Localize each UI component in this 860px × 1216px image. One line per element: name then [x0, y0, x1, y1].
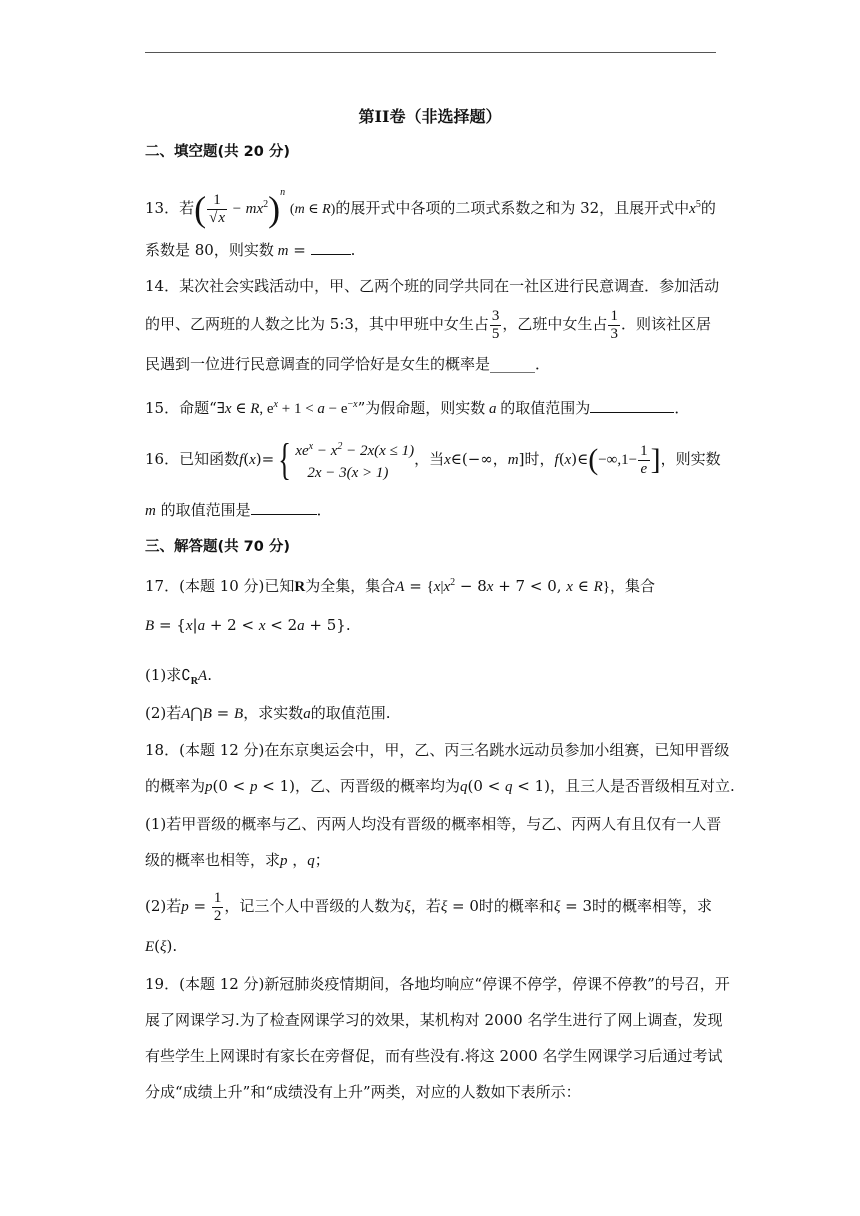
q17-line1: 17．(本题 10 分)已知R为全集，集合$A = \{x|x^2 - 8x + 7 < 0$, x ∈ R}，集合	[145, 577, 655, 595]
q19-line4: 分成“成绩上升”和“成绩没有上升”两类，对应的人数如下表所示：	[145, 1083, 581, 1101]
q18-line1: 18．(本题 12 分)在东京奥运会中，甲，乙、丙三名跳水远动员参加小组赛，已知甲晋级	[145, 741, 730, 759]
q14-frac-three-fifths: $\frac{3}{5}$	[491, 307, 500, 342]
q18-sub1-line2: 级的概率也相等，求p ，q；	[145, 851, 330, 869]
q13-line2-text: 系数是 80，则实数	[145, 241, 274, 259]
q15-line: 15．命题“∃x ∈ R, $e^x + 1 < a - e^{-x}$”为假命题，则实数 a 的取值范围为 ．	[145, 399, 690, 417]
q13-text1: 的展开式中各项的二项式系数之和为 32，且展开式中	[335, 199, 690, 217]
q13-answer-blank	[311, 240, 351, 255]
q18-frac-one-half: $\frac{1}{2}$	[213, 889, 222, 924]
q13-frac: $\frac{1}{√x}$	[209, 191, 225, 226]
q13-close-paren: )	[268, 189, 281, 229]
q14-line2: 的甲、乙两班的人数之比为 5:3，其中甲班中女生占 $\frac{3}{5}$ ，乙班中女生占 $\frac{1}{3}$ ．则该社区居	[145, 307, 711, 342]
q13-text2: 的	[700, 199, 716, 217]
top-rule	[145, 52, 716, 53]
part3-heading: 三、解答题(共 70 分)	[145, 539, 291, 555]
q14-frac-one-third: $\frac{1}{3}$	[610, 307, 618, 342]
q13-line2: 系数是 80，则实数 m = .	[145, 241, 356, 259]
q17-line2: B = {x|a + 2 < x < 2a + 5}.	[145, 616, 351, 634]
q17-sub2: (2)若A⋂B = B，求实数a的取值范围.	[145, 704, 391, 722]
q16-brace: {	[278, 435, 292, 484]
q16-line1: 16．已知函数f(x)={ $xe^x - x^2 - 2x(x \le 1)$ 2x − 3(x > 1) ，当x∈(−∞，m]时，f(x)∈(−∞,1− $\frac{1}{e}$ ]，则实数	[145, 435, 721, 484]
q18-sub2: (2)若p = $\frac{1}{2}$ ，记三个人中晋级的人数为ξ，若ξ = 0时的概率和ξ = 3时的概率相等，求	[145, 889, 713, 924]
q18-sub1-line1: (1)若甲晋级的概率与乙、丙两人均没有晋级的概率相等，与乙、丙两人有且仅有一人晋	[145, 815, 722, 833]
q19-line1: 19．(本题 12 分)新冠肺炎疫情期间，各地均响应“停课不停学，停课不停教”的号召，开	[145, 975, 730, 993]
q16-line2: m 的取值范围是 ．	[145, 501, 332, 519]
q18-sub2-line2: E(ξ).	[145, 937, 178, 955]
section-title: 第II卷（非选择题）	[358, 107, 502, 126]
q16-answer-blank	[251, 500, 317, 515]
q16-frac-one-over-e: $\frac{1}{e}$	[640, 442, 648, 477]
q18-line2: 的概率为p(0 < p < 1)，乙、丙晋级的概率均为q(0 < q < 1)，且三人是否晋级相互对立.	[145, 777, 735, 795]
q13-num: 13．若	[145, 199, 195, 217]
part2-heading: 二、填空题(共 20 分)	[145, 144, 291, 160]
q14-line3: 民遇到一位进行民意调查的同学恰好是女生的概率是______．	[145, 355, 551, 373]
q13-open-paren: (	[194, 189, 207, 229]
q16-cases: $xe^x - x^2 - 2x(x \le 1)$ 2x − 3(x > 1)	[295, 441, 415, 481]
q14-line1: 14．某次社会实践活动中，甲、乙两个班的同学共同在一社区进行民意调查．参加活动	[145, 277, 720, 295]
q17-sub1: (1)求$∁_RA$.	[145, 666, 212, 687]
q19-line3: 有些学生上网课时有家长在旁督促，而有些没有.将这 2000 名学生网课学习后通过考试	[145, 1047, 723, 1065]
q19-line2: 展了网课学习.为了检查网课学习的效果，某机构对 2000 名学生进行了网上调查，发现	[145, 1011, 723, 1029]
q15-answer-blank	[590, 398, 674, 413]
q13-line1: 13．若( $\frac{1}{√x}$ − $mx^2)^n$ (m ∈ R)的展开式中各项的二项式系数之和为 32，且展开式中$x^5$的	[145, 187, 716, 229]
